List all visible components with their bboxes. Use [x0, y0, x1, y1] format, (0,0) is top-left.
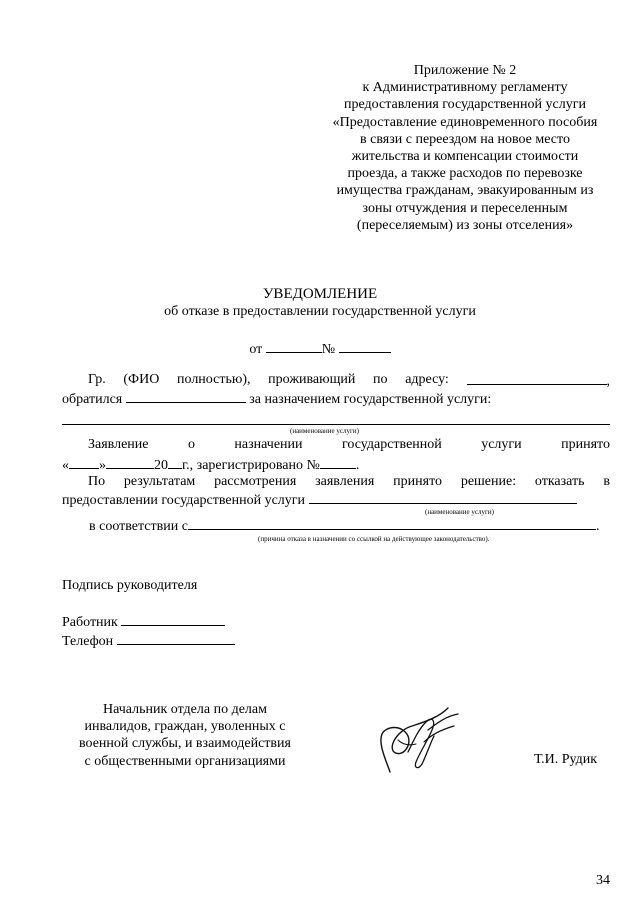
from-label: от — [249, 342, 263, 357]
registration-number-blank[interactable] — [320, 456, 356, 469]
appendix-line: (переселяемым) из зоны отселения» — [356, 217, 574, 233]
service-caption-2: (наименование услуги) — [425, 508, 494, 516]
word: по — [373, 372, 388, 387]
body-line-4 — [62, 456, 359, 474]
head-signature-label: Подпись руководителя — [62, 578, 198, 593]
word: о — [187, 437, 195, 452]
number-label: № — [321, 342, 336, 357]
period: . — [355, 458, 360, 473]
word: рассмотрения — [214, 474, 297, 489]
appendix-line: проезда, а также расходов по перевозке — [347, 166, 583, 182]
word: решение: — [460, 474, 517, 489]
word: Заявление — [88, 437, 149, 452]
word: государственной — [341, 437, 442, 452]
period: . — [595, 519, 600, 534]
chief-position-line: инвалидов, граждан, уволенных с — [84, 719, 286, 735]
quote-close: » — [99, 458, 106, 473]
body-line-5 — [62, 474, 610, 490]
reason-caption: (причина отказа в назначении со ссылкой на действующее законодательство). — [258, 535, 490, 543]
chief-position — [40, 701, 330, 770]
word: заявления — [315, 474, 375, 489]
page-number: 34 — [596, 873, 610, 888]
address-field[interactable]: , — [467, 372, 611, 390]
day-blank[interactable] — [69, 456, 99, 469]
word: принято — [393, 474, 443, 489]
year-prefix: 20 — [154, 458, 168, 473]
phone-label: Телефон — [62, 634, 114, 649]
notice-subtitle: об отказе в предоставлении государственной услуги — [164, 304, 476, 319]
appendix-line: зоны отчуждения и переселенным — [362, 200, 568, 216]
service-caption-1: (наименование услуги) — [290, 427, 359, 435]
word: проживающий — [268, 372, 356, 387]
number-blank[interactable] — [339, 340, 391, 353]
body-line-3 — [62, 437, 610, 453]
word: адресу: — [405, 372, 449, 387]
reason-blank[interactable] — [188, 517, 596, 530]
refused-service-blank[interactable] — [309, 491, 577, 504]
body-line-2 — [62, 390, 491, 408]
service-name-line[interactable] — [62, 424, 610, 425]
appendix-line: «Предоставление единовременного пособия — [332, 114, 598, 130]
chief-position-line: с общественными организациями — [84, 753, 286, 769]
worker-blank[interactable] — [121, 613, 225, 626]
appendix-header — [300, 62, 630, 234]
word: назначении — [234, 437, 303, 452]
appendix-line: имущества гражданам, эвакуированным из — [336, 183, 594, 199]
body-line-6 — [62, 491, 577, 509]
appendix-line: к Административному регламенту — [362, 80, 568, 96]
service-label: за назначением государственной услуги: — [249, 392, 492, 407]
worker-label: Работник — [62, 615, 118, 630]
date-blank[interactable] — [266, 340, 322, 353]
word: По — [88, 474, 106, 489]
registered-label: г., зарегистрировано № — [182, 458, 320, 473]
appendix-line: предоставления государственной услуги — [344, 97, 586, 113]
body-line-7 — [89, 517, 599, 535]
refused-service-label: предоставлении государственной услуги — [62, 493, 306, 508]
word: результатам — [123, 474, 196, 489]
month-blank[interactable] — [106, 456, 154, 469]
word: отказать — [534, 474, 585, 489]
word: принято — [561, 437, 610, 452]
handwritten-signature — [368, 700, 468, 780]
word: услуги — [481, 437, 522, 452]
notice-date-number-line — [0, 340, 640, 358]
appendix-line: в связи с переездом на новое место — [360, 131, 570, 147]
quote-open: « — [62, 458, 69, 473]
chief-position-line: военной службы, и взаимодействия — [79, 736, 291, 752]
chief-name: Т.И. Рудик — [534, 752, 598, 767]
accordance-label: в соответствии с — [89, 519, 188, 534]
body-line-1 — [62, 372, 610, 390]
word: (ФИО — [123, 372, 160, 387]
worker-line — [62, 613, 225, 631]
word: полностью), — [177, 372, 251, 387]
applied-blank[interactable] — [126, 390, 246, 403]
word: в — [603, 474, 610, 489]
phone-blank[interactable] — [117, 632, 235, 645]
applied-label: обратился — [62, 392, 123, 407]
chief-position-line: Начальник отдела по делам — [103, 702, 267, 717]
appendix-line: жительства и компенсации стоимости — [351, 149, 579, 165]
appendix-line: Приложение № 2 — [413, 63, 517, 78]
year-blank[interactable] — [168, 456, 182, 469]
notice-title: УВЕДОМЛЕНИЕ — [262, 286, 378, 302]
word: Гр. — [88, 372, 106, 387]
phone-line — [62, 632, 235, 650]
